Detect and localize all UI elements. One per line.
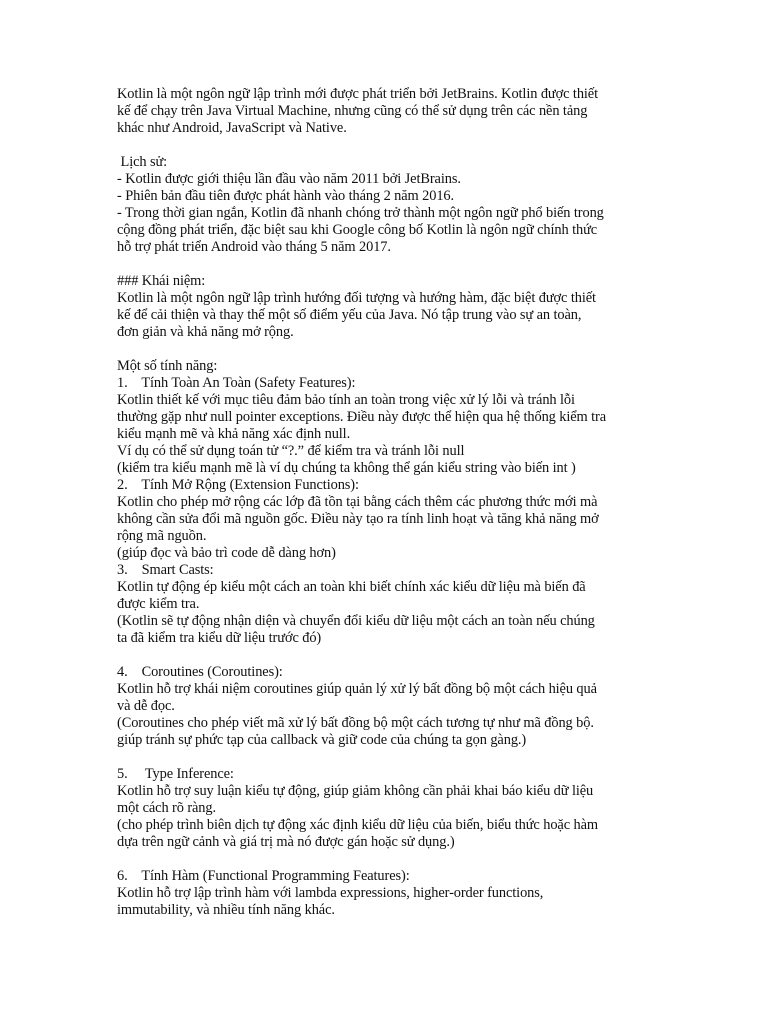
blank-line [117, 851, 657, 868]
text-line: thường gặp như null pointer exceptions. Điều này được thể hiện qua hệ thống kiểm tra [117, 409, 607, 425]
text-line: Kotlin hỗ trợ lập trình hàm với lambda expressions, higher-order functions, [117, 885, 544, 901]
text-line: và dễ đọc. [117, 698, 175, 714]
text-line: (kiểm tra kiểu mạnh mẽ là ví dụ chúng ta không thể gán kiểu string vào biến int ) [117, 460, 576, 476]
text-line: 2. Tính Mở Rộng (Extension Functions): [117, 477, 359, 493]
text-line: (Kotlin sẽ tự động nhận diện và chuyển đổi kiểu dữ liệu một cách an toàn nếu chúng [117, 613, 595, 629]
text-line: 6. Tính Hàm (Functional Programming Features): [117, 868, 410, 884]
text-line: - Trong thời gian ngắn, Kotlin đã nhanh chóng trở thành một ngôn ngữ phổ biến trong [117, 205, 604, 221]
text-line: 3. Smart Casts: [117, 562, 214, 578]
text-line: ta đã kiểm tra kiểu dữ liệu trước đó) [117, 630, 322, 646]
text-line: Kotlin thiết kế với mục tiêu đảm bảo tính an toàn trong việc xử lý lỗi và tránh lỗi [117, 392, 575, 408]
text-line: ### Khái niệm: [117, 273, 206, 289]
text-line: - Kotlin được giới thiệu lần đầu vào năm 2011 bởi JetBrains. [117, 171, 461, 187]
text-line: đơn giản và khả năng mở rộng. [117, 324, 294, 340]
text-line: Kotlin hỗ trợ suy luận kiểu tự động, giúp giảm không cần phải khai báo kiểu dữ liệu [117, 783, 594, 799]
blank-line [117, 256, 657, 273]
text-line: Kotlin tự động ép kiểu một cách an toàn khi biết chính xác kiểu dữ liệu mà biến đã [117, 579, 586, 595]
text-line: Kotlin là một ngôn ngữ lập trình hướng đối tượng và hướng hàm, đặc biệt được thiết [117, 290, 596, 306]
text-line: 4. Coroutines (Coroutines): [117, 664, 283, 680]
text-line: Kotlin là một ngôn ngữ lập trình mới được phát triển bởi JetBrains. Kotlin được thiết [117, 86, 598, 102]
text-line: dựa trên ngữ cảnh và giá trị mà nó được gán hoặc sử dụng.) [117, 834, 455, 850]
text-line: cộng đồng phát triển, đặc biệt sau khi Google công bố Kotlin là ngôn ngữ chính thức [117, 222, 598, 238]
text-line: không cần sửa đổi mã nguồn gốc. Điều này tạo ra tính linh hoạt và tăng khả năng mở [117, 511, 599, 527]
text-line: (cho phép trình biên dịch tự động xác định kiểu dữ liệu của biến, biểu thức hoặc hàm [117, 817, 598, 833]
text-line: (giúp đọc và bảo trì code dễ dàng hơn) [117, 545, 336, 561]
text-line: - Phiên bản đầu tiên được phát hành vào tháng 2 năm 2016. [117, 188, 455, 204]
text-line: (Coroutines cho phép viết mã xử lý bất đồng bộ một cách tương tự như mã đồng bộ. [117, 715, 594, 731]
blank-line [117, 749, 657, 766]
text-line: kế để chạy trên Java Virtual Machine, nhưng cũng có thể sử dụng trên các nền tảng [117, 103, 588, 119]
blank-line [117, 647, 657, 664]
text-line: giúp tránh sự phức tạp của callback và giữ code của chúng ta gọn gàng.) [117, 732, 527, 748]
text-line: được kiểm tra. [117, 596, 200, 612]
document-page [117, 86, 657, 919]
text-line: hỗ trợ phát triển Android vào tháng 5 năm 2017. [117, 239, 391, 255]
blank-line [117, 137, 657, 154]
text-line: 1. Tính Toàn An Toàn (Safety Features): [117, 375, 356, 391]
text-line: immutability, và nhiều tính năng khác. [117, 902, 335, 918]
text-line: Kotlin cho phép mở rộng các lớp đã tồn tại bằng cách thêm các phương thức mới mà [117, 494, 598, 510]
text-line: kế để cải thiện và thay thế một số điểm yếu của Java. Nó tập trung vào sự an toàn, [117, 307, 582, 323]
text-line: khác như Android, JavaScript và Native. [117, 120, 347, 136]
text-line: Lịch sử: [117, 154, 168, 170]
text-line: Kotlin hỗ trợ khái niệm coroutines giúp quản lý xử lý bất đồng bộ một cách hiệu quả [117, 681, 597, 697]
text-line: rộng mã nguồn. [117, 528, 207, 544]
text-line: 5. Type Inference: [117, 766, 234, 782]
blank-line [117, 341, 657, 358]
text-line: kiểu mạnh mẽ và khả năng xác định null. [117, 426, 351, 442]
text-line: Một số tính năng: [117, 358, 218, 374]
text-line: Ví dụ có thể sử dụng toán tử “?.” để kiểm tra và tránh lỗi null [117, 443, 465, 459]
text-line: một cách rõ ràng. [117, 800, 216, 816]
